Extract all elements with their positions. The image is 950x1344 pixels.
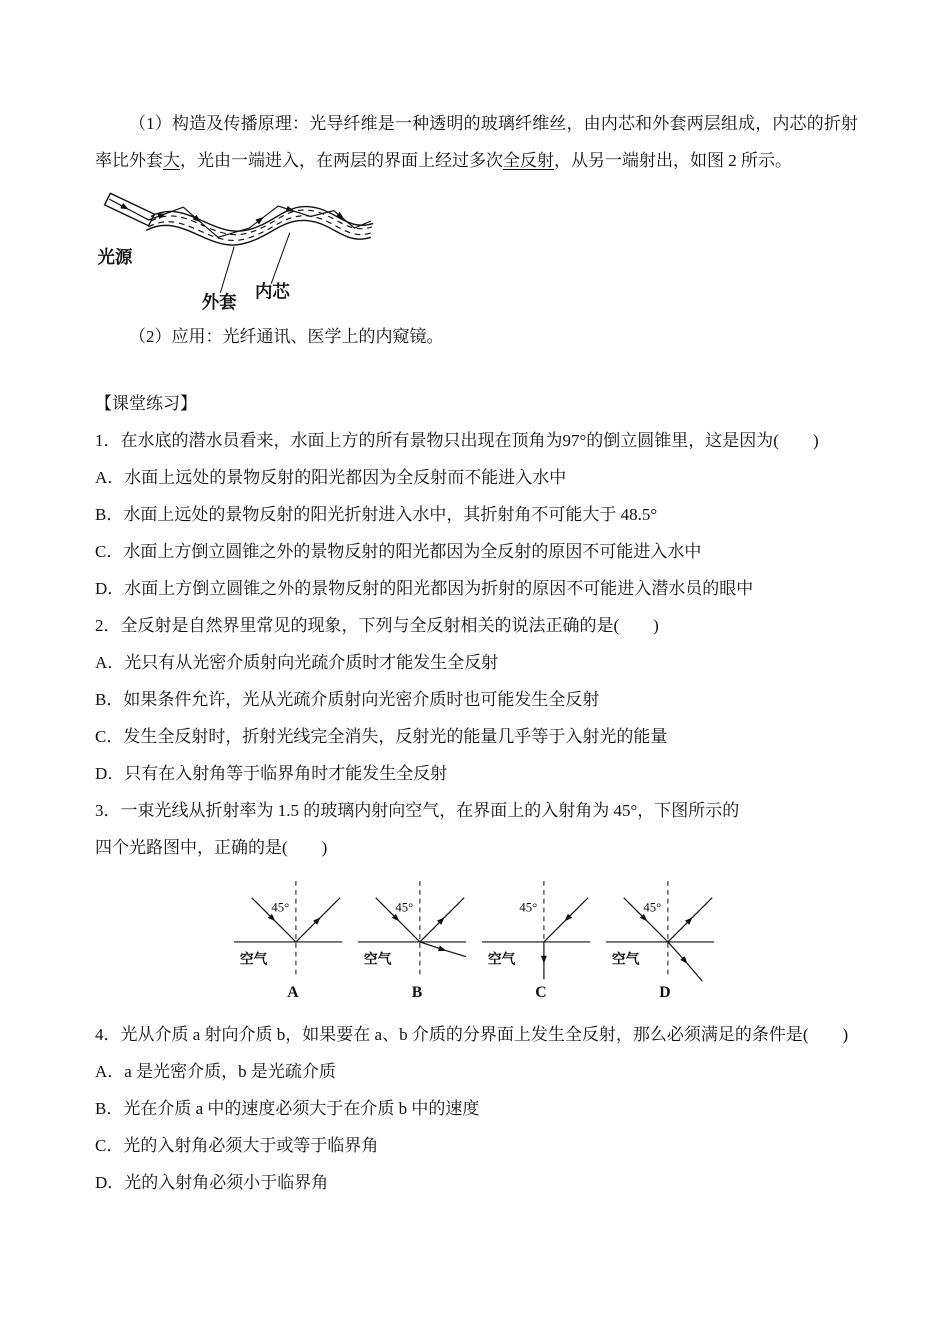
refracted-ray: [419, 942, 465, 957]
question-4-option-b: B．光在介质 a 中的速度必须大于在介质 b 中的速度: [95, 1099, 480, 1118]
ray-diagram-a: [232, 874, 350, 1002]
question-3: [95, 792, 858, 1002]
question-3-stem-line2: 四个光路图中，正确的是( ): [95, 838, 328, 857]
air-label-c: 空气: [487, 951, 515, 967]
question-3-stem-line1: 3．一束光线从折射率为 1.5 的玻璃内射向空气，在界面上的入射角为 45°，下图所示的: [95, 801, 740, 820]
paragraph-structure-principle: [95, 105, 858, 179]
question-4-option-a: A．a 是光密介质，b 是光疏介质: [95, 1062, 336, 1081]
para1-underline-total-reflection: 全反射: [503, 151, 554, 170]
reflected-ray: [419, 898, 463, 942]
question-1-option-b: B．水面上远处的景物反射的阳光折射进入水中，其折射角不可能大于 48.5°: [95, 505, 658, 524]
cladding-label: 外套: [201, 292, 237, 312]
question-2-option-d: D．只有在入射角等于临界角时才能发生全反射: [95, 764, 448, 783]
para1-segment-1: （1）构造及传播原理：光导纤维是一种透明的玻璃纤维丝，由内芯和外套两层组成，内芯的折射率比外套: [95, 114, 858, 170]
cladding-leader-line: [220, 247, 234, 293]
ray-diagram-b: [356, 874, 474, 1002]
para1-underline-da: 大: [163, 151, 180, 170]
question-1-stem: 1．在水底的潜水员看来，水面上方的所有景物只出现在顶角为97°的倒立圆锥里，这是因为( ): [95, 431, 819, 450]
section-title: 【课堂练习】: [95, 394, 197, 413]
incident-ray: [543, 898, 587, 942]
diagram-letter-d: D: [658, 984, 671, 1001]
question-2-option-a: A．光只有从光密介质射向光疏介质时才能发生全反射: [95, 653, 499, 672]
question-2-stem: 2．全反射是自然界里常见的现象，下列与全反射相关的说法正确的是( ): [95, 616, 659, 635]
air-label-b: 空气: [363, 951, 391, 967]
question-4-stem: 4．光从介质 a 射向介质 b，如果要在 a、b 介质的分界面上发生全反射，那么必须满足的条件是( ): [95, 1025, 849, 1044]
question-1-option-c: C．水面上方倒立圆锥之外的景物反射的阳光都因为全反射的原因不可能进入水中: [95, 542, 702, 561]
reflected-ray: [667, 898, 711, 942]
question-1-option-d: D．水面上方倒立圆锥之外的景物反射的阳光都因为折射的原因不可能进入潜水员的眼中: [95, 579, 754, 598]
reflected-ray: [295, 898, 339, 942]
question-4: [95, 1016, 858, 1201]
ray-diagram-d: [604, 874, 722, 1002]
cladding-bottom-line: [146, 220, 371, 245]
para1-segment-2: ，光由一端进入，在两层的界面上经过多次: [180, 151, 503, 170]
fiber-diagram-svg: [95, 191, 385, 316]
question-2-option-c: C．发生全反射时，折射光线完全消失，反射光的能量几乎等于入射光的能量: [95, 727, 668, 746]
air-label-a: 空气: [239, 951, 267, 967]
para1-segment-3: ，从另一端射出，如图 2 所示。: [554, 151, 792, 170]
core-leader-line: [271, 233, 290, 284]
core-label: 内芯: [255, 282, 290, 302]
diagram-letter-b: B: [411, 984, 422, 1001]
fiber-figure: [95, 191, 858, 316]
angle-label-d: 45°: [642, 900, 661, 915]
diagram-letter-c: C: [534, 984, 547, 1001]
air-label-d: 空气: [611, 951, 639, 967]
question-4-option-d: D．光的入射角必须小于临界角: [95, 1173, 329, 1192]
ray-arrow-icon: [120, 203, 130, 212]
ray-diagram-c: [480, 874, 598, 1002]
angle-label-c: 45°: [518, 900, 537, 915]
paragraph-application: （2）应用：光纤通讯、医学上的内窥镜。: [129, 327, 444, 346]
ray-diagram-row: [95, 874, 858, 1002]
angle-label-b: 45°: [394, 900, 413, 915]
question-2: [95, 607, 858, 792]
question-1: [95, 422, 858, 607]
refracted-ray: [667, 942, 701, 981]
light-source-label: 光源: [97, 247, 133, 267]
angle-label-a: 45°: [270, 900, 289, 915]
diagram-letter-a: A: [286, 984, 299, 1001]
question-1-option-a: A．水面上远处的景物反射的阳光都因为全反射而不能进入水中: [95, 468, 567, 487]
question-2-option-b: B．如果条件允许，光从光疏介质射向光密介质时也可能发生全反射: [95, 690, 600, 709]
question-4-option-c: C．光的入射角必须大于或等于临界角: [95, 1136, 379, 1155]
